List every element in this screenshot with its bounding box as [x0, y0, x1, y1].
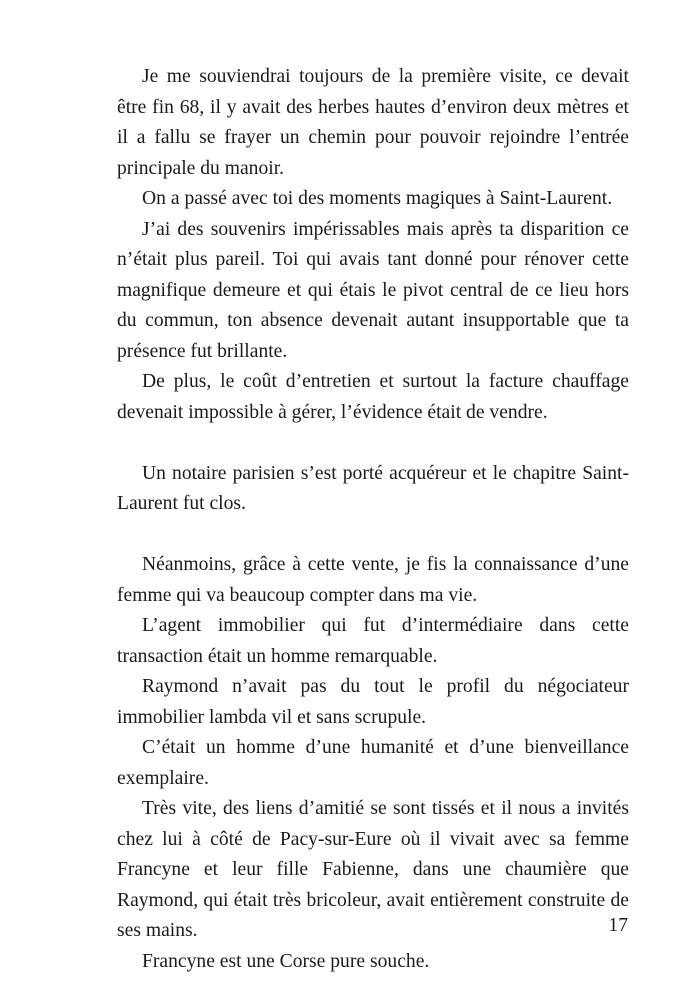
paragraph-memories: J’ai des souvenirs impérissables mais après ta disparition ce n’était plus pareil. Toi qui avais tant donné pour rénover cette magnifique demeure et qui étais le pivot central de ce lieu hors du commun, ton absence devenait autant insupportable que ta présence fut brillante. [117, 218, 629, 362]
section-gap [117, 428, 629, 459]
book-page-text [117, 62, 629, 977]
paragraph-real-estate-agent: L’agent immobilier qui fut d’intermédiaire dans cette transaction était un homme remarquable. [117, 615, 629, 667]
paragraph-notary-buyer: Un notaire parisien s’est porté acquéreur et le chapitre Saint-Laurent fut clos. [117, 462, 629, 514]
paragraph-francyne: Francyne est une Corse pure souche. [142, 950, 430, 972]
paragraph-raymond-profile: Raymond n’avait pas du tout le profil du négociateur immobilier lambda vil et sans scrupule. [117, 676, 629, 728]
paragraph-meeting: Néanmoins, grâce à cette vente, je fis la connaissance d’une femme qui va beaucoup compter dans ma vie. [117, 554, 629, 606]
paragraph-magic-moments: On a passé avec toi des moments magiques à Saint-Laurent. [142, 188, 613, 209]
section-gap [117, 520, 629, 551]
paragraph-humanity: C’était un homme d’une humanité et d’une bienveillance exemplaire. [117, 737, 629, 789]
paragraph-friendship: Très vite, des liens d’amitié se sont tissés et il nous a invités chez lui à côté de Pacy-sur-Eure où il vivait avec sa femme Francyne et leur fille Fabienne, dans une chaumière que Raymond, qui était très bricoleur, avait entièrement construite de ses mains. [117, 798, 629, 941]
paragraph-upkeep-cost: De plus, le coût d’entretien et surtout la facture chauffage devenait impossible à gérer, l’évidence était de vendre. [117, 371, 629, 423]
page-number: 17 [608, 915, 628, 936]
paragraph-first-visit: Je me souviendrai toujours de la première visite, ce devait être fin 68, il y avait des herbes hautes d’environ deux mètres et il a fallu se frayer un chemin pour pouvoir rejoindre l’entrée principale du manoir. [117, 66, 629, 179]
